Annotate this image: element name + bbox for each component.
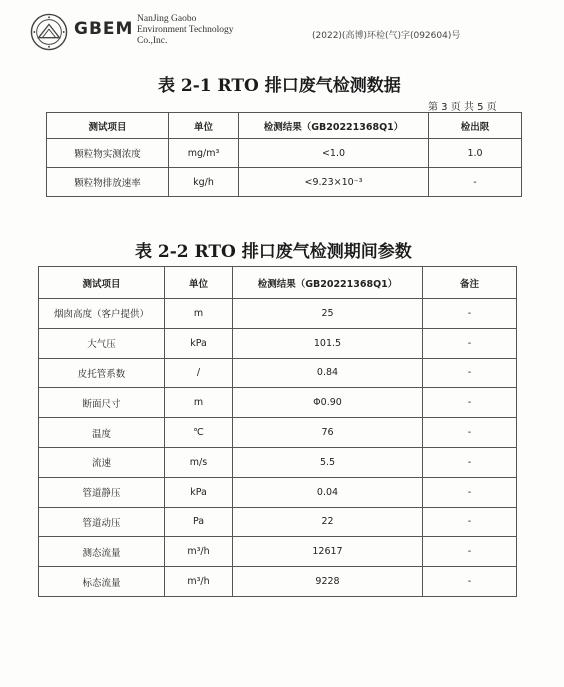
result-cell: 101.5 <box>233 328 423 358</box>
item-cell: 管道动压 <box>39 507 165 537</box>
table-row <box>47 139 522 168</box>
unit-cell: / <box>165 358 233 388</box>
company-line: NanJing Gaobo <box>137 14 197 24</box>
page-indicator: 第 3 页 共 5 页 <box>428 102 497 113</box>
column-header: 检测结果（GB20221368Q1） <box>233 267 423 299</box>
unit-cell: mg/m³ <box>169 139 239 168</box>
result-cell: 9228 <box>233 567 423 597</box>
unit-cell: m <box>165 388 233 418</box>
column-header: 备注 <box>423 267 517 299</box>
note-cell: - <box>423 328 517 358</box>
table-row <box>39 447 517 477</box>
result-cell: 76 <box>233 418 423 448</box>
table-row <box>39 537 517 567</box>
note-cell: - <box>423 299 517 329</box>
unit-cell: kPa <box>165 477 233 507</box>
result-cell: <9.23×10⁻³ <box>239 168 429 197</box>
table-row <box>39 328 517 358</box>
table-row <box>39 567 517 597</box>
table1-title: 表 2-1 RTO 排口废气检测数据 <box>158 76 401 96</box>
result-cell: 0.04 <box>233 477 423 507</box>
table-row <box>39 358 517 388</box>
company-line: Environment Technology <box>137 25 234 35</box>
item-cell: 颗粒物实测浓度 <box>47 139 169 168</box>
company-seal-logo <box>30 13 68 51</box>
table-header-row <box>47 113 522 139</box>
item-cell: 颗粒物排放速率 <box>47 168 169 197</box>
result-cell: <1.0 <box>239 139 429 168</box>
table-row <box>47 168 522 197</box>
unit-cell: m³/h <box>165 537 233 567</box>
table-row <box>39 477 517 507</box>
table-row <box>39 418 517 448</box>
table-row <box>39 507 517 537</box>
item-cell: 标态流量 <box>39 567 165 597</box>
note-cell: - <box>423 567 517 597</box>
note-cell: - <box>423 507 517 537</box>
column-header: 检测结果（GB20221368Q1） <box>239 113 429 139</box>
table-header-row <box>39 267 517 299</box>
note-cell: - <box>423 447 517 477</box>
test-parameters-table <box>38 266 517 597</box>
unit-cell: kPa <box>165 328 233 358</box>
result-cell: 22 <box>233 507 423 537</box>
item-cell: 流速 <box>39 447 165 477</box>
item-cell: 烟囱高度（客户提供） <box>39 299 165 329</box>
item-cell: 温度 <box>39 418 165 448</box>
column-header: 测试项目 <box>47 113 169 139</box>
result-cell: 0.84 <box>233 358 423 388</box>
unit-cell: m/s <box>165 447 233 477</box>
item-cell: 管道静压 <box>39 477 165 507</box>
column-header: 检出限 <box>429 113 522 139</box>
company-line: Co.,Inc. <box>137 36 168 46</box>
item-cell: 大气压 <box>39 328 165 358</box>
item-cell: 测态流量 <box>39 537 165 567</box>
column-header: 测试项目 <box>39 267 165 299</box>
unit-cell: kg/h <box>169 168 239 197</box>
table-row <box>39 388 517 418</box>
unit-cell: Pa <box>165 507 233 537</box>
note-cell: - <box>423 418 517 448</box>
limit-cell: 1.0 <box>429 139 522 168</box>
column-header: 单位 <box>169 113 239 139</box>
report-number: (2022)(高博)环检(气)字(092604)号 <box>312 31 461 41</box>
emission-data-table <box>46 112 522 197</box>
column-header: 单位 <box>165 267 233 299</box>
unit-cell: m <box>165 299 233 329</box>
unit-cell: m³/h <box>165 567 233 597</box>
result-cell: Φ0.90 <box>233 388 423 418</box>
note-cell: - <box>423 388 517 418</box>
item-cell: 断面尺寸 <box>39 388 165 418</box>
limit-cell: - <box>429 168 522 197</box>
note-cell: - <box>423 477 517 507</box>
result-cell: 25 <box>233 299 423 329</box>
item-cell: 皮托管系数 <box>39 358 165 388</box>
table2-title: 表 2-2 RTO 排口废气检测期间参数 <box>135 242 412 262</box>
unit-cell: ℃ <box>165 418 233 448</box>
result-cell: 5.5 <box>233 447 423 477</box>
note-cell: - <box>423 537 517 567</box>
brand-logotype: GBEM <box>74 19 134 39</box>
company-name <box>137 14 247 47</box>
result-cell: 12617 <box>233 537 423 567</box>
note-cell: - <box>423 358 517 388</box>
table-row <box>39 299 517 329</box>
